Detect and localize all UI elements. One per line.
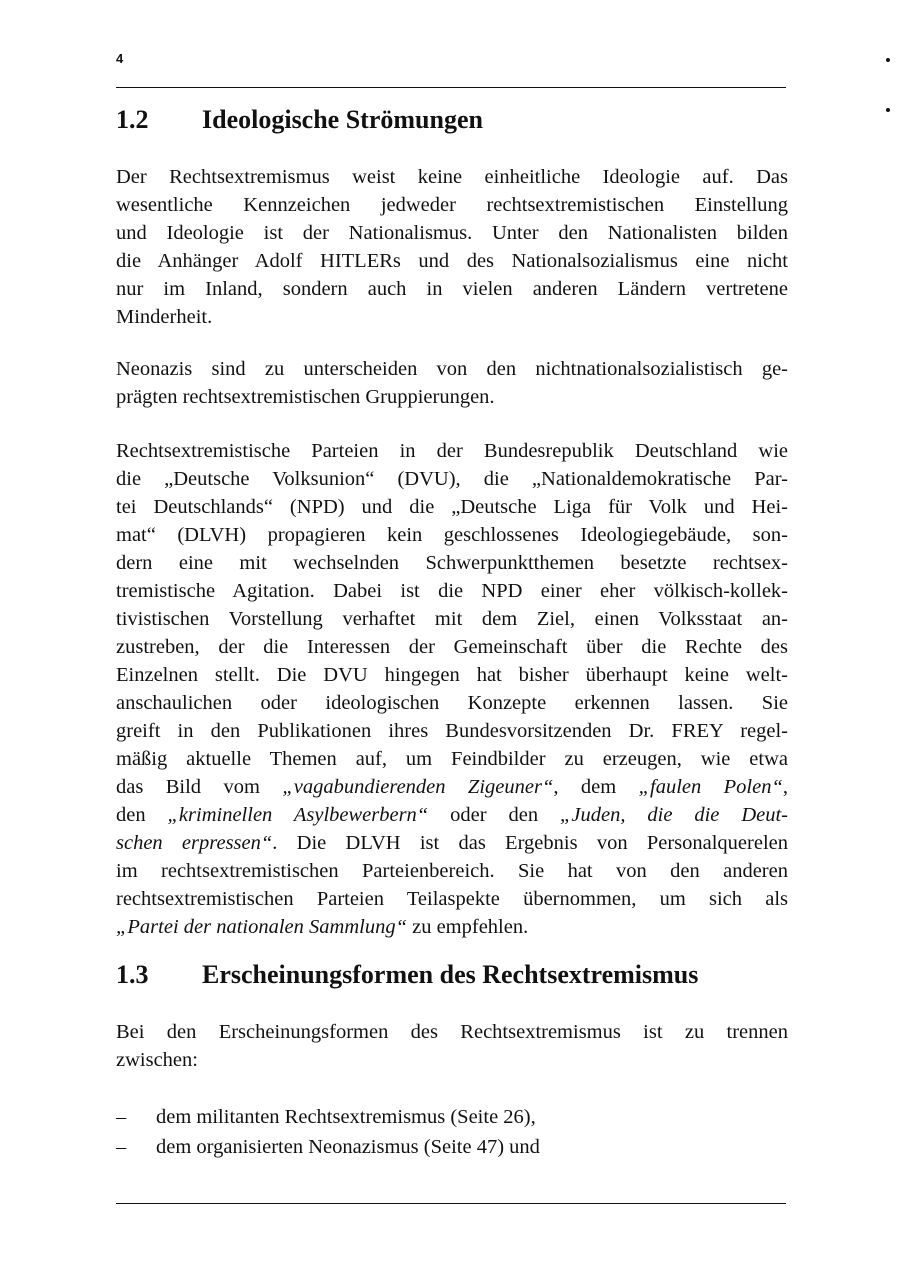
text-line: tremistische Agitation. Dabei ist die NPD einer eher völkisch-kollek- <box>116 580 788 602</box>
text-line: mat“ (DLVH) propagieren kein geschlossenes Ideologiegebäude, son- <box>116 524 788 546</box>
paragraph-1 <box>116 163 788 331</box>
italic-quote: schen erpressen“ <box>116 832 273 854</box>
text-line <box>116 913 788 941</box>
text-line: Bei den Erscheinungsformen des Rechtsextremismus ist zu trennen <box>116 1021 788 1043</box>
text-line: tivistischen Vorstellung verhaftet mit dem Ziel, einen Volksstaat an- <box>116 608 788 630</box>
list-dash: – <box>116 1136 127 1158</box>
italic-quote: „Juden, die die Deut- <box>560 804 788 826</box>
text-line: die „Deutsche Volksunion“ (DVU), die „Nationaldemokratische Par- <box>116 468 788 490</box>
text-line: Der Rechtsextremismus weist keine einheitliche Ideologie auf. Das <box>116 166 788 188</box>
text-run: den <box>116 804 168 826</box>
list-item-text: dem militanten Rechtsextremismus (Seite 26), <box>156 1106 536 1128</box>
section-number: 1.2 <box>116 105 149 134</box>
list-dash: – <box>116 1106 127 1128</box>
text-line: tei Deutschlands“ (NPD) und die „Deutsche Liga für Volk und Hei- <box>116 496 788 518</box>
section-number: 1.3 <box>116 960 149 989</box>
text-line: mäßig aktuelle Themen auf, um Feindbilder zu erzeugen, wie etwa <box>116 748 788 770</box>
text-line: Neonazis sind zu unterscheiden von den nichtnationalsozialistisch ge- <box>116 358 788 380</box>
paragraph-4 <box>116 1018 788 1074</box>
text-line: zustreben, der die Interessen der Gemeinschaft über die Rechte des <box>116 636 788 658</box>
text-line: wesentliche Kennzeichen jedweder rechtsextremistischen Einstellung <box>116 194 788 216</box>
section-heading-1-3 <box>116 959 698 991</box>
list-item <box>116 1102 788 1132</box>
text-line: zwischen: <box>116 1049 198 1071</box>
text-line: greift in den Publikationen ihres Bundesvorsitzenden Dr. FREY regel- <box>116 720 788 742</box>
paragraph-2 <box>116 355 788 411</box>
text-line: dern eine mit wechselnden Schwerpunktthemen besetzte rechtsex- <box>116 552 788 574</box>
text-line <box>116 773 788 801</box>
text-line <box>116 801 788 829</box>
page-number: 4 <box>116 51 124 66</box>
section-heading-1-2 <box>116 104 483 136</box>
text-line: Minderheit. <box>116 306 213 328</box>
section-title: Erscheinungsformen des Rechtsextremismus <box>202 960 699 989</box>
text-run: . Die DLVH ist das Ergebnis von Personalquerelen <box>272 832 788 854</box>
forms-list <box>116 1102 788 1162</box>
list-item <box>116 1132 788 1162</box>
text-line: nur im Inland, sondern auch in vielen anderen Ländern vertretene <box>116 278 788 300</box>
list-item-text: dem organisierten Neonazismus (Seite 47) und <box>156 1136 540 1158</box>
margin-dot-top <box>886 58 890 62</box>
text-line: prägten rechtsextremistischen Gruppierungen. <box>116 386 495 408</box>
text-line: im rechtsextremistischen Parteienbereich. Sie hat von den anderen <box>116 860 788 882</box>
margin-dot-bottom <box>886 108 890 112</box>
text-run: oder den <box>428 804 560 826</box>
text-line: die Anhänger Adolf HITLERs und des Nationalsozialismus eine nicht <box>116 250 788 272</box>
text-line: und Ideologie ist der Nationalismus. Unter den Nationalisten bilden <box>116 222 788 244</box>
header-rule <box>116 87 786 88</box>
italic-quote: „Partei der nationalen Sammlung“ <box>116 916 407 938</box>
text-run: , dem <box>553 776 639 798</box>
text-line: rechtsextremistischen Parteien Teilaspekte übernommen, um sich als <box>116 888 788 910</box>
paragraph-3 <box>116 437 788 941</box>
footer-rule <box>116 1203 786 1204</box>
text-line <box>116 829 788 857</box>
text-line: Rechtsextremistische Parteien in der Bundesrepublik Deutschland wie <box>116 440 788 462</box>
italic-quote: „faulen Polen“ <box>638 776 783 798</box>
text-line: anschaulichen oder ideologischen Konzepte erkennen lassen. Sie <box>116 692 788 714</box>
section-title: Ideologische Strömungen <box>202 105 483 134</box>
text-run: das Bild vom <box>116 776 283 798</box>
text-run: , <box>782 776 789 798</box>
italic-quote: „kriminellen Asylbewerbern“ <box>167 804 429 826</box>
text-line: Einzelnen stellt. Die DVU hingegen hat bisher überhaupt keine welt- <box>116 664 788 686</box>
text-run: zu empfehlen. <box>406 916 529 938</box>
italic-quote: „vagabundierenden Zigeuner“ <box>282 776 554 798</box>
